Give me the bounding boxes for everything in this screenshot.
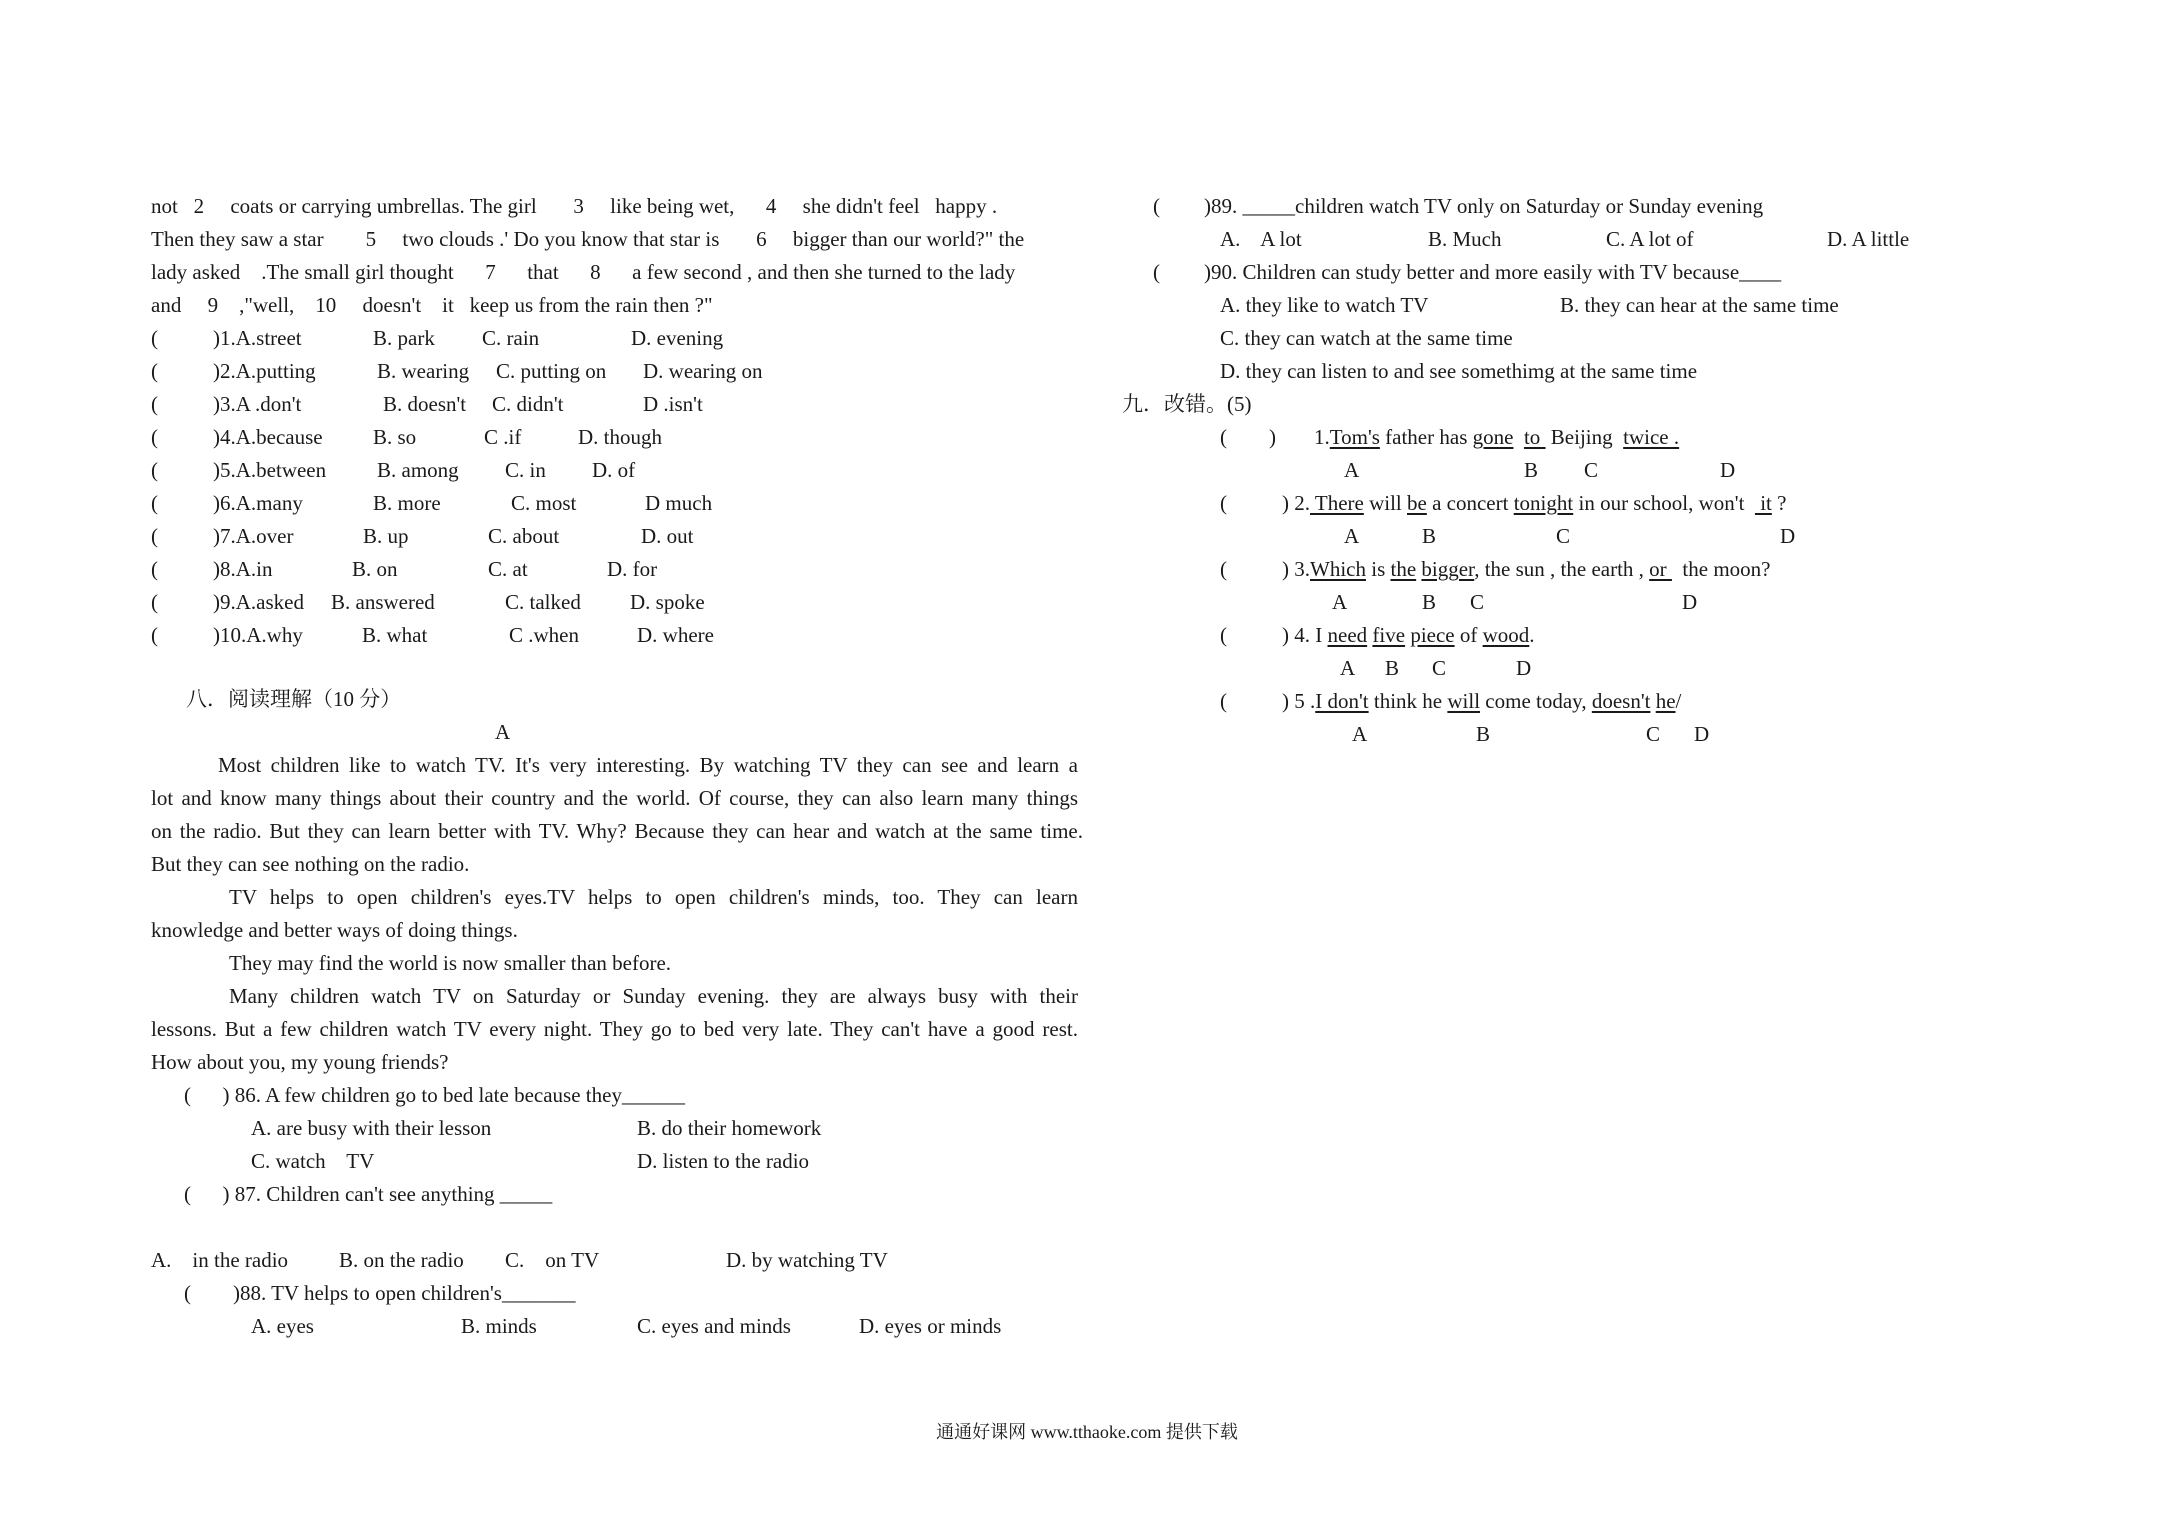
section-title: 九．改错。(5): [1122, 392, 1252, 416]
option-d: D. where: [637, 623, 714, 647]
option-d: D. out: [641, 524, 694, 548]
paragraph-line: lot and know many things about their country and the world. Of course, they can also learn many things: [151, 786, 1078, 810]
label-c: C: [1432, 656, 1447, 680]
option-a: )10.A.why: [213, 623, 303, 647]
option-b: B. doesn't: [383, 392, 467, 416]
option-b: B. so: [373, 425, 417, 449]
option-d: D. evening: [631, 326, 724, 350]
answer-paren[interactable]: (: [1220, 623, 1227, 647]
option-a: A. A lot: [1220, 227, 1302, 251]
option-c: C .when: [509, 623, 579, 647]
sentence: ) 5 .I don't think he will come today, doesn't he/: [1282, 689, 1682, 713]
option-c: C. eyes and minds: [637, 1314, 791, 1338]
option-b: B. more: [373, 491, 441, 515]
label-d: D: [1694, 722, 1710, 746]
paragraph-line: But they can see nothing on the radio.: [151, 852, 470, 876]
option-c: C. most: [511, 491, 577, 515]
option-b: B. they can hear at the same time: [1560, 293, 1839, 317]
paragraph-line: How about you, my young friends?: [151, 1050, 449, 1074]
label-c: C: [1584, 458, 1599, 482]
answer-paren[interactable]: (: [1153, 194, 1160, 218]
answer-paren[interactable]: (: [151, 590, 158, 614]
option-b: B. what: [362, 623, 428, 647]
answer-paren[interactable]: ( ): [1220, 425, 1276, 449]
answer-paren[interactable]: (: [1220, 689, 1227, 713]
option-a: )8.A.in: [213, 557, 273, 581]
sentence: 1.Tom's father has gone to Beijing twice .: [1314, 425, 1680, 449]
answer-paren[interactable]: (: [151, 359, 158, 383]
passage-line: lady asked .The small girl thought 7 that 8 a few second , and then she turned to the lady: [151, 260, 1016, 284]
option-b: B. among: [377, 458, 459, 482]
answer-paren[interactable]: (: [151, 623, 158, 647]
label-b: B: [1422, 524, 1437, 548]
answer-paren[interactable]: (: [151, 392, 158, 416]
option-a: )2.A.putting: [213, 359, 316, 383]
option-c: C. in: [505, 458, 546, 482]
option-d: D. eyes or minds: [859, 1314, 1002, 1338]
option-c: C. at: [488, 557, 528, 581]
answer-paren[interactable]: (: [151, 491, 158, 515]
option-d: D. wearing on: [643, 359, 763, 383]
option-b: B. wearing: [377, 359, 470, 383]
option-a: )1.A.street: [213, 326, 302, 350]
answer-paren[interactable]: (: [151, 557, 158, 581]
option-d: D. A little: [1827, 227, 1910, 251]
label-b: B: [1422, 590, 1437, 614]
option-c: C. talked: [505, 590, 581, 614]
paragraph-line: They may find the world is now smaller than before.: [229, 951, 672, 975]
label-b: B: [1476, 722, 1491, 746]
option-c: C. rain: [482, 326, 540, 350]
option-b: B. Much: [1428, 227, 1502, 251]
option-b: B. on the radio: [339, 1248, 464, 1272]
option-d: D. they can listen to and see somethimg at the same time: [1220, 359, 1698, 383]
answer-paren[interactable]: (: [151, 458, 158, 482]
label-a: A: [1340, 656, 1356, 680]
sentence: ) 4. I need five piece of wood.: [1282, 623, 1535, 647]
option-a: A. in the radio: [151, 1248, 289, 1272]
page-footer: 通通好课网 www.tthaoke.com 提供下载: [936, 1422, 1238, 1442]
question-stem: ( )88. TV helps to open children's_______: [184, 1281, 576, 1305]
option-c: C. they can watch at the same time: [1220, 326, 1513, 350]
option-b: B. up: [363, 524, 409, 548]
option-c: C. on TV: [505, 1248, 600, 1272]
question-stem: ( ) 86. A few children go to bed late because they______: [184, 1083, 685, 1107]
paragraph-line: TV helps to open children's eyes.TV helps to open children's minds, too. They can learn: [229, 885, 1078, 909]
option-a: )9.A.asked: [213, 590, 304, 614]
label-d: D: [1516, 656, 1532, 680]
label-b: B: [1524, 458, 1539, 482]
label-c: C: [1646, 722, 1661, 746]
paragraph-line: lessons. But a few children watch TV every night. They go to bed very late. They can't have a good rest.: [151, 1017, 1078, 1041]
section-title: 八．阅读理解（10 分）: [186, 687, 402, 711]
label-a: A: [1344, 524, 1360, 548]
option-b: B. do their homework: [637, 1116, 822, 1140]
option-a: A. they like to watch TV: [1220, 293, 1429, 317]
passage-line: not 2 coats or carrying umbrellas. The girl 3 like being wet, 4 she didn't feel happy .: [151, 194, 998, 218]
answer-paren[interactable]: (: [151, 326, 158, 350]
option-a: A. are busy with their lesson: [251, 1116, 492, 1140]
option-b: B. park: [373, 326, 435, 350]
label-d: D: [1682, 590, 1698, 614]
paragraph-line: Many children watch TV on Saturday or Sunday evening. they are always busy with their: [229, 984, 1078, 1008]
passage-heading: A: [495, 720, 511, 744]
option-d: D. though: [578, 425, 662, 449]
label-a: A: [1344, 458, 1360, 482]
option-c: C. A lot of: [1606, 227, 1694, 251]
question-stem: )90. Children can study better and more easily with TV because____: [1204, 260, 1782, 284]
option-a: )6.A.many: [213, 491, 303, 515]
answer-paren[interactable]: (: [151, 524, 158, 548]
answer-paren[interactable]: (: [151, 425, 158, 449]
option-d: D. spoke: [630, 590, 705, 614]
label-a: A: [1352, 722, 1368, 746]
sentence: ) 3.Which is the bigger, the sun , the earth , or the moon?: [1282, 557, 1771, 581]
label-c: C: [1556, 524, 1571, 548]
sentence: ) 2. There will be a concert tonight in our school, won't it ?: [1282, 491, 1787, 515]
option-d: D. for: [607, 557, 658, 581]
passage-line: Then they saw a star 5 two clouds .' Do you know that star is 6 bigger than our world?" the: [151, 227, 1025, 251]
answer-paren[interactable]: (: [1220, 491, 1227, 515]
passage-line: and 9 ,"well, 10 doesn't it keep us from the rain then ?": [151, 293, 713, 317]
option-a: )4.A.because: [213, 425, 323, 449]
answer-paren[interactable]: (: [1153, 260, 1160, 284]
option-b: B. minds: [461, 1314, 537, 1338]
paragraph-line: Most children like to watch TV. It's very interesting. By watching TV they can see and learn a: [218, 753, 1078, 777]
label-b: B: [1385, 656, 1400, 680]
option-b: B. on: [352, 557, 398, 581]
option-d: D. listen to the radio: [637, 1149, 810, 1173]
option-c: C. about: [488, 524, 560, 548]
option-a: )5.A.between: [213, 458, 327, 482]
option-b: B. answered: [331, 590, 435, 614]
label-d: D: [1780, 524, 1796, 548]
option-d: D. of: [592, 458, 636, 482]
option-c: C. didn't: [492, 392, 564, 416]
option-d: D. by watching TV: [726, 1248, 888, 1272]
answer-paren[interactable]: (: [1220, 557, 1227, 581]
option-d: D .isn't: [643, 392, 703, 416]
label-c: C: [1470, 590, 1485, 614]
option-a: A. eyes: [251, 1314, 314, 1338]
option-c: C. watch TV: [251, 1149, 375, 1173]
label-d: D: [1720, 458, 1736, 482]
option-c: C. putting on: [496, 359, 607, 383]
paragraph-line: on the radio. But they can learn better with TV. Why? Because they can hear and watch at the same time.: [151, 819, 1083, 843]
option-d: D much: [645, 491, 713, 515]
option-a: )7.A.over: [213, 524, 294, 548]
label-a: A: [1332, 590, 1348, 614]
paragraph-line: knowledge and better ways of doing things.: [151, 918, 518, 942]
question-stem: ( ) 87. Children can't see anything _____: [184, 1182, 553, 1206]
option-c: C .if: [484, 425, 522, 449]
option-a: )3.A .don't: [213, 392, 302, 416]
question-stem: )89. _____children watch TV only on Saturday or Sunday evening: [1204, 194, 1764, 218]
